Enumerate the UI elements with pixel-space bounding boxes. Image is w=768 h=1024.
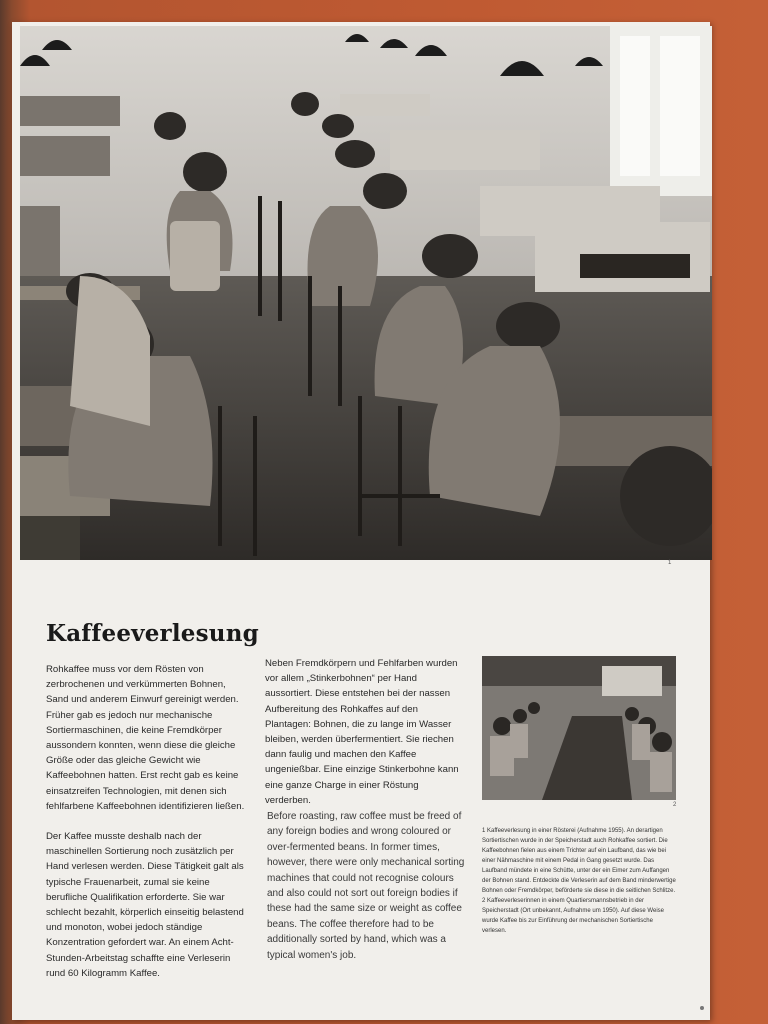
panel-title: Kaffeeverlesung: [46, 620, 259, 647]
english-paragraph: Before roasting, raw coffee must be freed of any foreign bodies and wrong coloured or over-fermented beans. In former times, however, there were only mechanical sorting machines that could not recognise colours and also could not sort out foreign bodies if these had the same size or weight as coffee beans. The coffee therefore had to be additionally sorted by hand, which was a typical women's job.: [267, 811, 465, 961]
german-text-column-2: [265, 656, 463, 823]
photo-caption: 1 Kaffeeverlesung in einer Rösterei (Aufnahme 1955). An derartigen Sortiertischen wurde in der Speicherstadt auch Rohkaffee sortiert. Die Kaffeebohnen fielen aus einem Trichter auf ein Laufband, das wie bei einer Nähmaschine mit einem Pedal in Gang gesetzt wurde. Das Laufband mündete in eine Schütte, unter der ein Eimer zum Auffangen der Bohnen stand. Entdeckte die Verleserin auf dem Band minderwertige Bohnen oder Fremdkörper, beförderte sie diese in die seitlichen Schlitze. 2 Kaffeeverleserinnen in einem Quartiersmannsbetrieb in der Speicherstadt (Ort unbekannt, Aufnahme um 1950). Auf diese Weise wurde Kaffee bis zur Einführung der mechanischen Sortiertische verlesen.: [482, 828, 676, 934]
main-historical-photo: [20, 26, 712, 560]
museum-info-panel: [12, 22, 710, 1020]
sorting-room-illustration: [20, 26, 712, 560]
german-text-column-1: [46, 662, 250, 996]
english-text-column: [267, 809, 465, 978]
german-paragraph: Neben Fremdkörpern und Fehlfarben wurden vor allem „Stinkerbohnen“ per Hand aussortiert. Diese entstehen bei der nassen Aufbereitung des Rohkaffes auf den Plantagen: Bohnen, die zu lange im Wasser bleiben, werden überfermentiert. Sie riechen dann faulig und machen den Kaffee ungenießbar. Eine einzige Stinkerbohne kann eine ganze Charge in einer Röstung verderben.: [265, 658, 459, 806]
small-historical-photo: [482, 656, 676, 800]
photo-main-number: 1: [668, 560, 672, 566]
mounting-screw: [700, 1006, 704, 1010]
sorting-table-illustration: [482, 656, 676, 800]
german-paragraph: Rohkaffee muss vor dem Rösten von zerbrochenen und verkümmerten Bohnen, Sand und anderem Einwurf gereinigt werden. Früher gab es jedoch nur mechanische Sortiermaschinen, die keine Fremdkörper aussondern konnten, wenn diese die gleiche Größe oder das gleiche Gewicht wie Kaffeebohnen hatten. Erst recht gab es keine einsatzreifen Technologien, mit denen sich fehlfarbene Kaffeebohnen identifizieren ließen.: [46, 664, 245, 812]
german-paragraph: Der Kaffee musste deshalb nach der maschinellen Sortierung noch zusätzlich per Hand verlesen werden. Diese Tätigkeit galt als typische Frauenarbeit, zumal sie keine berufliche Qualifikation erforderte. Sie war schlecht bezahlt, körperlich einseitig belastend und monoton, wobei jedoch ständige Konzentration gefordert war. An einem Acht-Stunden-Arbeitstag schaffte eine Verleserin rund 60 Kilogramm Kaffee.: [46, 831, 244, 979]
photo-small-number: 2: [673, 802, 677, 808]
